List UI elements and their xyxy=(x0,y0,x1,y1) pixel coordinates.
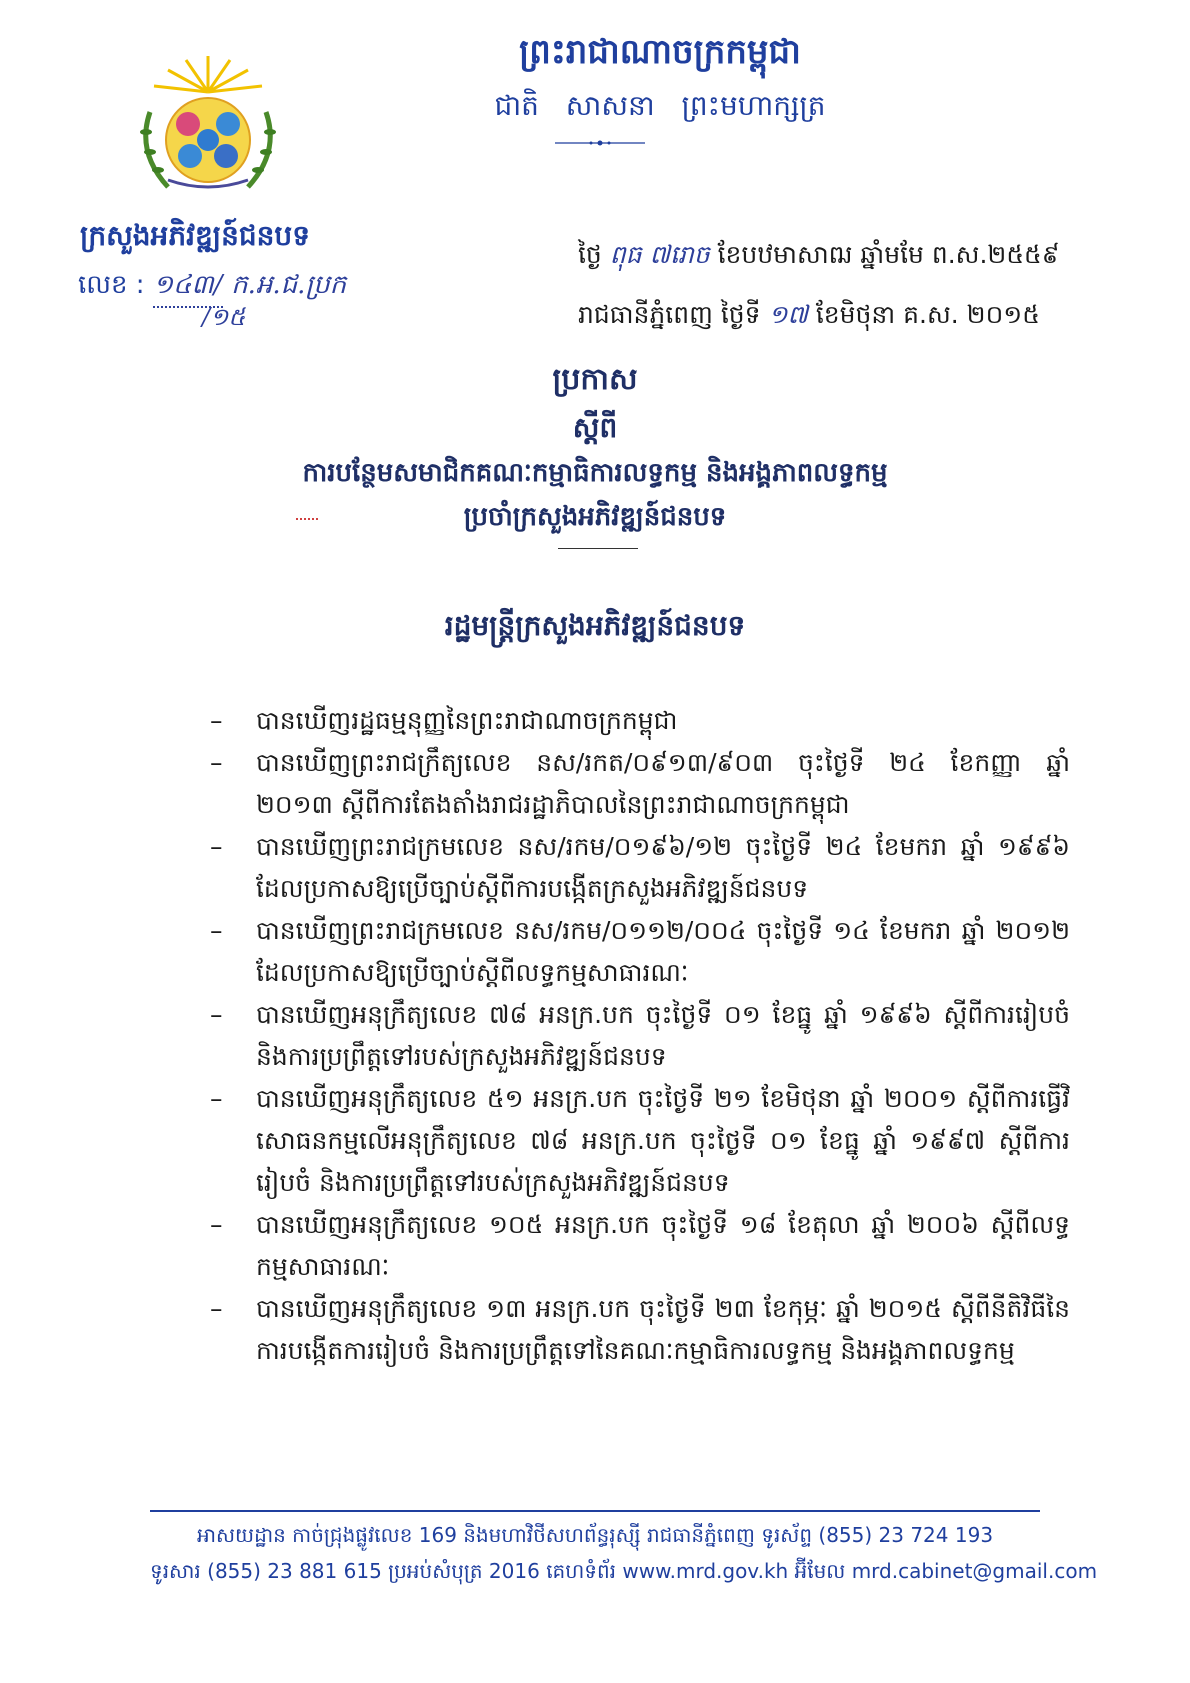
reference-label: លេខ : xyxy=(78,270,145,300)
reference-suffix: ក.អ.ជ.ប្រក xyxy=(231,270,347,300)
document-type-heading: ប្រកាស xyxy=(552,362,638,397)
list-item: – បានឃើញអនុក្រឹត្យលេខ ១០៥ អនក្រ.បក ចុះថ្ងៃទី ១៨ ខែតុលា ឆ្នាំ ២០០៦ ស្តីពីលទ្ធកម្មសាធារណៈ xyxy=(210,1210,1070,1281)
reference-handwritten-number: ១៤៣/ xyxy=(153,268,223,308)
list-item: – បានឃើញអនុក្រឹត្យលេខ ៥១ អនក្រ.បក ចុះថ្ងៃទី ២១ ខែមិថុនា ឆ្នាំ ២០០១ ស្តីពីការធ្វើវិសោធនកម្មលើអនុក្រឹត្យលេខ ៧៨ អនក្រ.បក ចុះថ្ងៃទី ០១ ខែធ្នូ ឆ្នាំ ១៩៩៧ ស្តីពីការរៀបចំ និងការប្រព្រឹត្តទៅរបស់ក្រសួងអភិវឌ្ឍន៍ជនបទ xyxy=(210,1084,1070,1197)
ministry-name: ក្រសួងអភិវឌ្ឍន៍ជនបទ xyxy=(80,219,310,252)
footer-rule xyxy=(150,1510,1040,1512)
about-heading: ស្តីពី xyxy=(572,411,618,444)
list-item: – បានឃើញអនុក្រឹត្យលេខ ១៣ អនក្រ.បក ចុះថ្ងៃទី ២៣ ខែកុម្ភៈ ឆ្នាំ ២០១៥ ស្តីពីនីតិវិធីនៃការបង្កើតការរៀបចំ និងការប្រព្រឹត្តទៅនៃគណៈកម្មាធិការលទ្ធកម្ម និងអង្គភាពលទ្ធកម្ម xyxy=(210,1294,1070,1365)
solar-date-rest: ខែមិថុនា គ.ស. ២០១៥ xyxy=(815,300,1040,329)
list-item: – បានឃើញព្រះរាជក្រឹត្យលេខ នស/រកត/០៩១៣/៩០៣ ចុះថ្ងៃទី ២៤ ខែកញ្ញា ឆ្នាំ ២០១៣ ស្តីពីការតែងតាំងរាជរដ្ឋាភិបាលនៃព្រះរាជាណាចក្រកម្ពុជា xyxy=(210,748,1070,819)
subject-line-1: ការបន្ថែមសមាជិកគណៈកម្មាធិការលទ្ធកម្ម និងអង្គភាពលទ្ធកម្ម xyxy=(302,458,888,488)
lunar-date-prefix: ថ្ងៃ xyxy=(578,240,602,269)
lunar-date-rest: ខែបឋមាសាឍ ឆ្នាំមមែ ព.ស.២៥៥៩ xyxy=(717,240,1060,269)
national-motto: ជាតិ សាសនា ព្រះមហាក្សត្រ xyxy=(494,89,826,122)
subject-line-2: ប្រចាំក្រសួងអភិវឌ្ឍន៍ជនបទ xyxy=(463,502,727,532)
red-mark xyxy=(296,518,318,523)
title-divider xyxy=(558,548,638,549)
footer-contact: ទូរសារ (855) 23 881 615 ប្រអប់សំបុត្រ 2016 គេហទំព័រ www.mrd.gov.kh អ៊ីមែល mrd.cabinet@gmail.com xyxy=(150,1559,1098,1583)
list-item: – បានឃើញអនុក្រឹត្យលេខ ៧៨ អនក្រ.បក ចុះថ្ងៃទី ០១ ខែធ្នូ ឆ្នាំ ១៩៩៦ ស្តីពីការរៀបចំ និងការប្រព្រឹត្តទៅរបស់ក្រសួងអភិវឌ្ឍន៍ជនបទ xyxy=(210,1000,1070,1071)
solar-date-prefix: រាជធានីភ្នំពេញ ថ្ងៃទី xyxy=(578,300,761,329)
solar-date-handwritten-day: ១៧ xyxy=(768,300,808,329)
lunar-date xyxy=(578,240,1098,276)
divider-ornament-icon xyxy=(555,140,645,146)
reference-number xyxy=(78,268,418,308)
kingdom-title: ព្រះរាជាណាចក្រកម្ពុជា xyxy=(519,32,801,72)
list-item: – បានឃើញព្រះរាជក្រមលេខ នស/រកម/០១៩៦/១២ ចុះថ្ងៃទី ២៤ ខែមករា ឆ្នាំ ១៩៩៦ ដែលប្រកាសឱ្យប្រើច្បាប់ស្តីពីការបង្កើតក្រសួងអភិវឌ្ឍន៍ជនបទ xyxy=(210,832,1070,903)
solar-date xyxy=(578,300,1098,336)
lunar-date-handwritten-day: ពុធ ៧រោច xyxy=(609,240,710,269)
issuer-heading: រដ្ឋមន្ត្រីក្រសួងអភិវឌ្ឍន៍ជនបទ xyxy=(444,609,746,642)
ministry-emblem-icon xyxy=(128,52,288,202)
legal-references-list xyxy=(210,700,1070,1372)
list-item: – បានឃើញរដ្ឋធម្មនុញ្ញនៃព្រះរាជាណាចក្រកម្ពុជា xyxy=(210,706,678,735)
reference-year: /១៥ xyxy=(202,303,246,331)
list-item: – បានឃើញព្រះរាជក្រមលេខ នស/រកម/០១១២/០០៤ ចុះថ្ងៃទី ១៤ ខែមករា ឆ្នាំ ២០១២ ដែលប្រកាសឱ្យប្រើច្បាប់ស្តីពីលទ្ធកម្មសាធារណៈ xyxy=(210,916,1070,987)
footer-address: អាសយដ្ឋាន កាច់ជ្រុងផ្លូវលេខ 169 និងមហាវិថីសហព័ន្ធរុស្ស៊ី រាជធានីភ្នំពេញ ទូរស័ព្ទ (855) 23 724 193 xyxy=(196,1523,994,1547)
